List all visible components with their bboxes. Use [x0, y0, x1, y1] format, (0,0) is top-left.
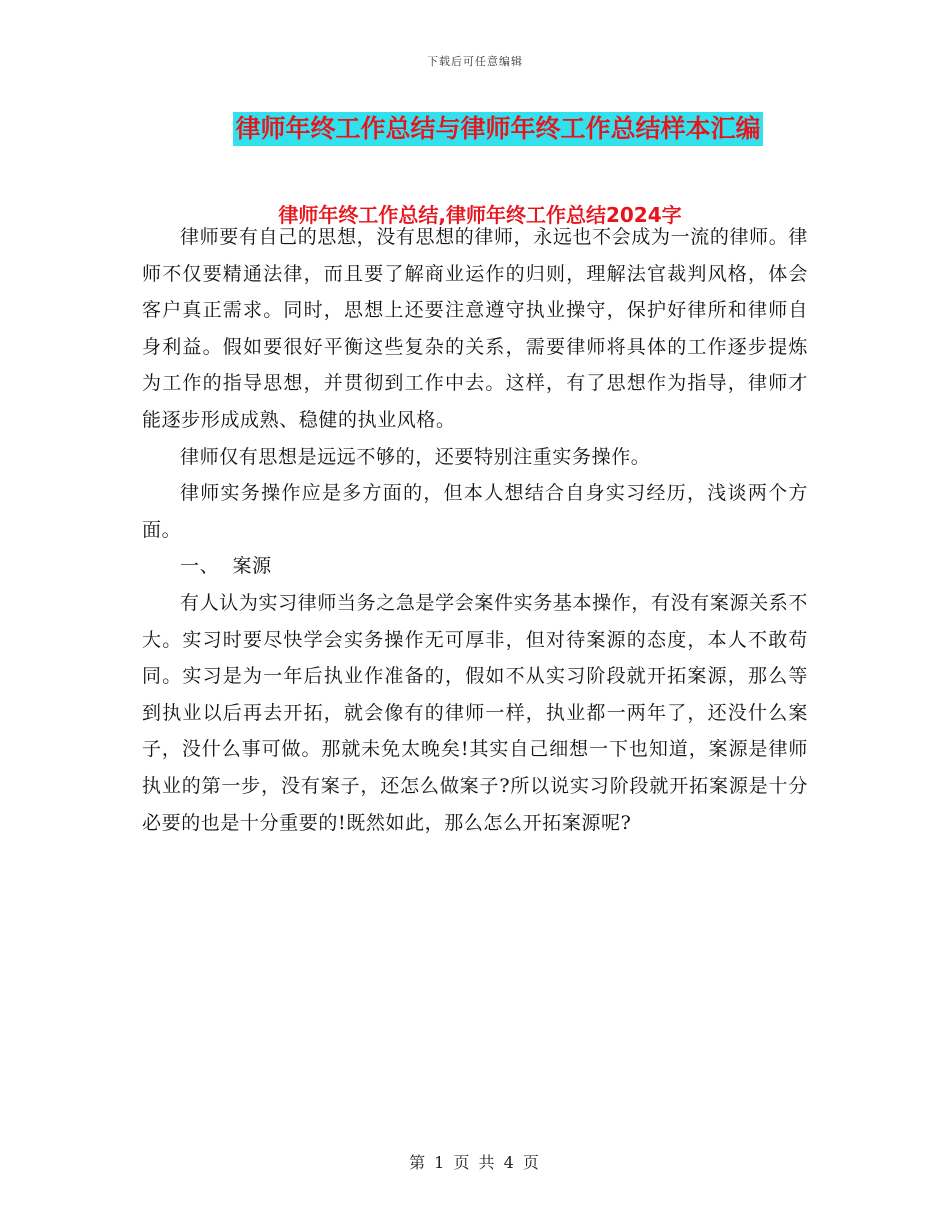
document-body — [142, 219, 808, 841]
paragraph-4: 有人认为实习律师当务之急是学会案件实务基本操作，有没有案源关系不大。实习时要尽快学会实务操作无可厚非，但对待案源的态度，本人不敢苟同。实习是为一年后执业作准备的，假如不从实习阶段就开拓案源，那么等到执业以后再去开拓，就会像有的律师一样，执业都一两年了，还没什么案子，没什么事可做。那就未免太晚矣!其实自己细想一下也知道，案源是律师执业的第一步，没有案子，还怎么做案子?所以说实习阶段就开拓案源是十分必要的也是十分重要的!既然如此，那么怎么开拓案源呢? — [142, 591, 808, 834]
sub-title: 律师年终工作总结,律师年终工作总结2024字 — [278, 203, 682, 227]
main-title: 律师年终工作总结与律师年终工作总结样本汇编 — [233, 112, 762, 146]
page-number-footer: 第 1 页 共 4 页 — [409, 1153, 541, 1172]
header-note: 下载后可任意编辑 — [427, 55, 523, 68]
main-title-container — [0, 112, 950, 146]
paragraph-2: 律师仅有思想是远远不够的，还要特别注重实务操作。 — [180, 445, 651, 468]
paragraph-3: 律师实务操作应是多方面的，但本人想结合自身实习经历，浅谈两个方面。 — [142, 482, 808, 541]
paragraph-1: 律师要有自己的思想，没有思想的律师，永远也不会成为一流的律师。律师不仅要精通法律，而且要了解商业运作的归则，理解法官裁判风格，体会客户真正需求。同时，思想上还要注意遵守执业操守，保护好律所和律师自身利益。假如要很好平衡这些复杂的关系，需要律师将具体的工作逐步提炼为工作的指导思想，并贯彻到工作中去。这样，有了思想作为指导，律师才能逐步形成成熟、稳健的执业风格。 — [142, 226, 808, 431]
section-heading-case-source: 一、 案源 — [180, 555, 272, 578]
